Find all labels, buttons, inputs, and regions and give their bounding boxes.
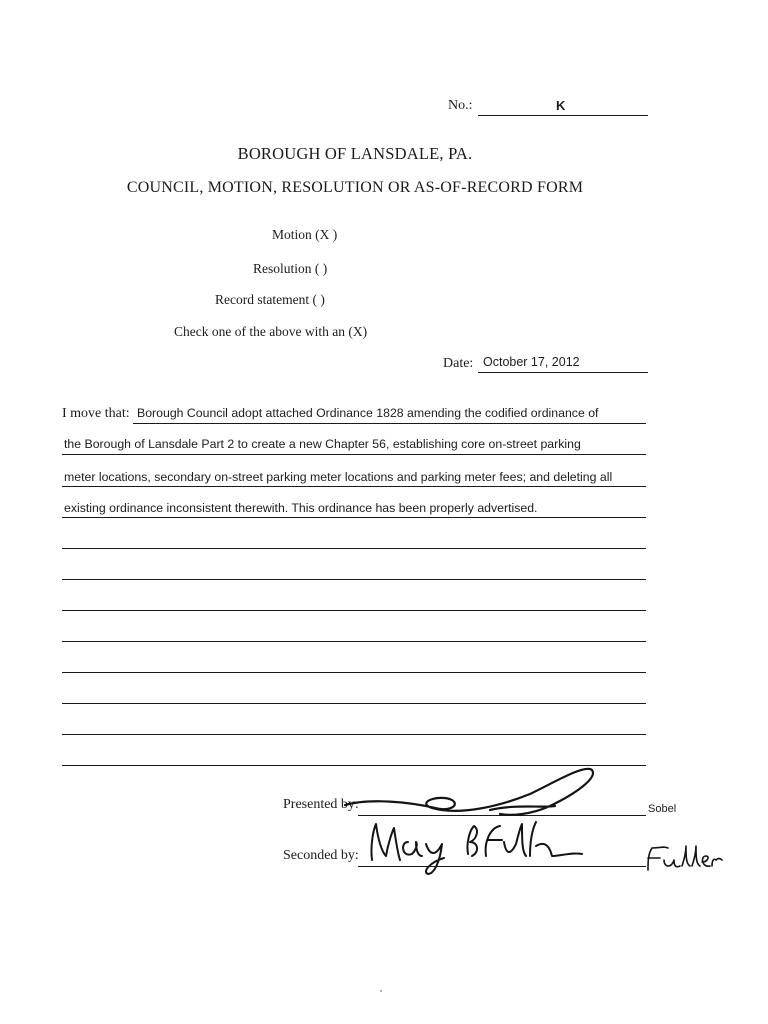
seconded-name-handwritten: [642, 842, 724, 878]
presented-by-label: Presented by:: [283, 797, 359, 812]
motion-text-line[interactable]: meter locations, secondary on-street parking meter locations and parking meter fees; and deleting all: [64, 470, 613, 484]
number-label: No.:: [448, 98, 473, 113]
seconded-by-label: Seconded by:: [283, 848, 359, 863]
resolution-option[interactable]: Resolution ( ): [253, 261, 328, 276]
check-instruction: Check one of the above with an (X): [174, 324, 368, 339]
date-underline: [478, 372, 648, 373]
writing-line: [62, 579, 646, 580]
presented-by-name[interactable]: Sobel: [648, 803, 677, 815]
number-underline: [478, 115, 648, 116]
date-label: Date:: [443, 356, 474, 371]
writing-line: [62, 454, 646, 455]
writing-line: [133, 423, 646, 424]
move-that-label: I move that:: [62, 406, 130, 421]
record-statement-option[interactable]: Record statement ( ): [215, 292, 325, 307]
writing-line: [62, 548, 646, 549]
motion-option[interactable]: Motion (X ): [272, 227, 338, 242]
writing-line: [62, 517, 646, 518]
scan-speck: [380, 990, 382, 992]
writing-line: [62, 703, 646, 704]
writing-line: [62, 486, 646, 487]
form-subtitle: COUNCIL, MOTION, RESOLUTION OR AS-OF-RECORD FORM: [126, 179, 584, 196]
date-value[interactable]: October 17, 2012: [483, 355, 580, 369]
writing-line: [62, 734, 646, 735]
motion-text-line[interactable]: existing ordinance inconsistent therewith. This ordinance has been properly advertised.: [64, 501, 538, 515]
form-title: BOROUGH OF LANSDALE, PA.: [237, 144, 473, 163]
writing-line: [62, 672, 646, 673]
seconded-signature: [360, 812, 590, 882]
writing-line: [62, 641, 646, 642]
number-value[interactable]: K: [556, 98, 566, 113]
motion-text-line[interactable]: the Borough of Lansdale Part 2 to create a new Chapter 56, establishing core on-street parking: [64, 437, 581, 451]
writing-line: [62, 610, 646, 611]
motion-text-line[interactable]: Borough Council adopt attached Ordinance 1828 amending the codified ordinance of: [137, 406, 599, 420]
